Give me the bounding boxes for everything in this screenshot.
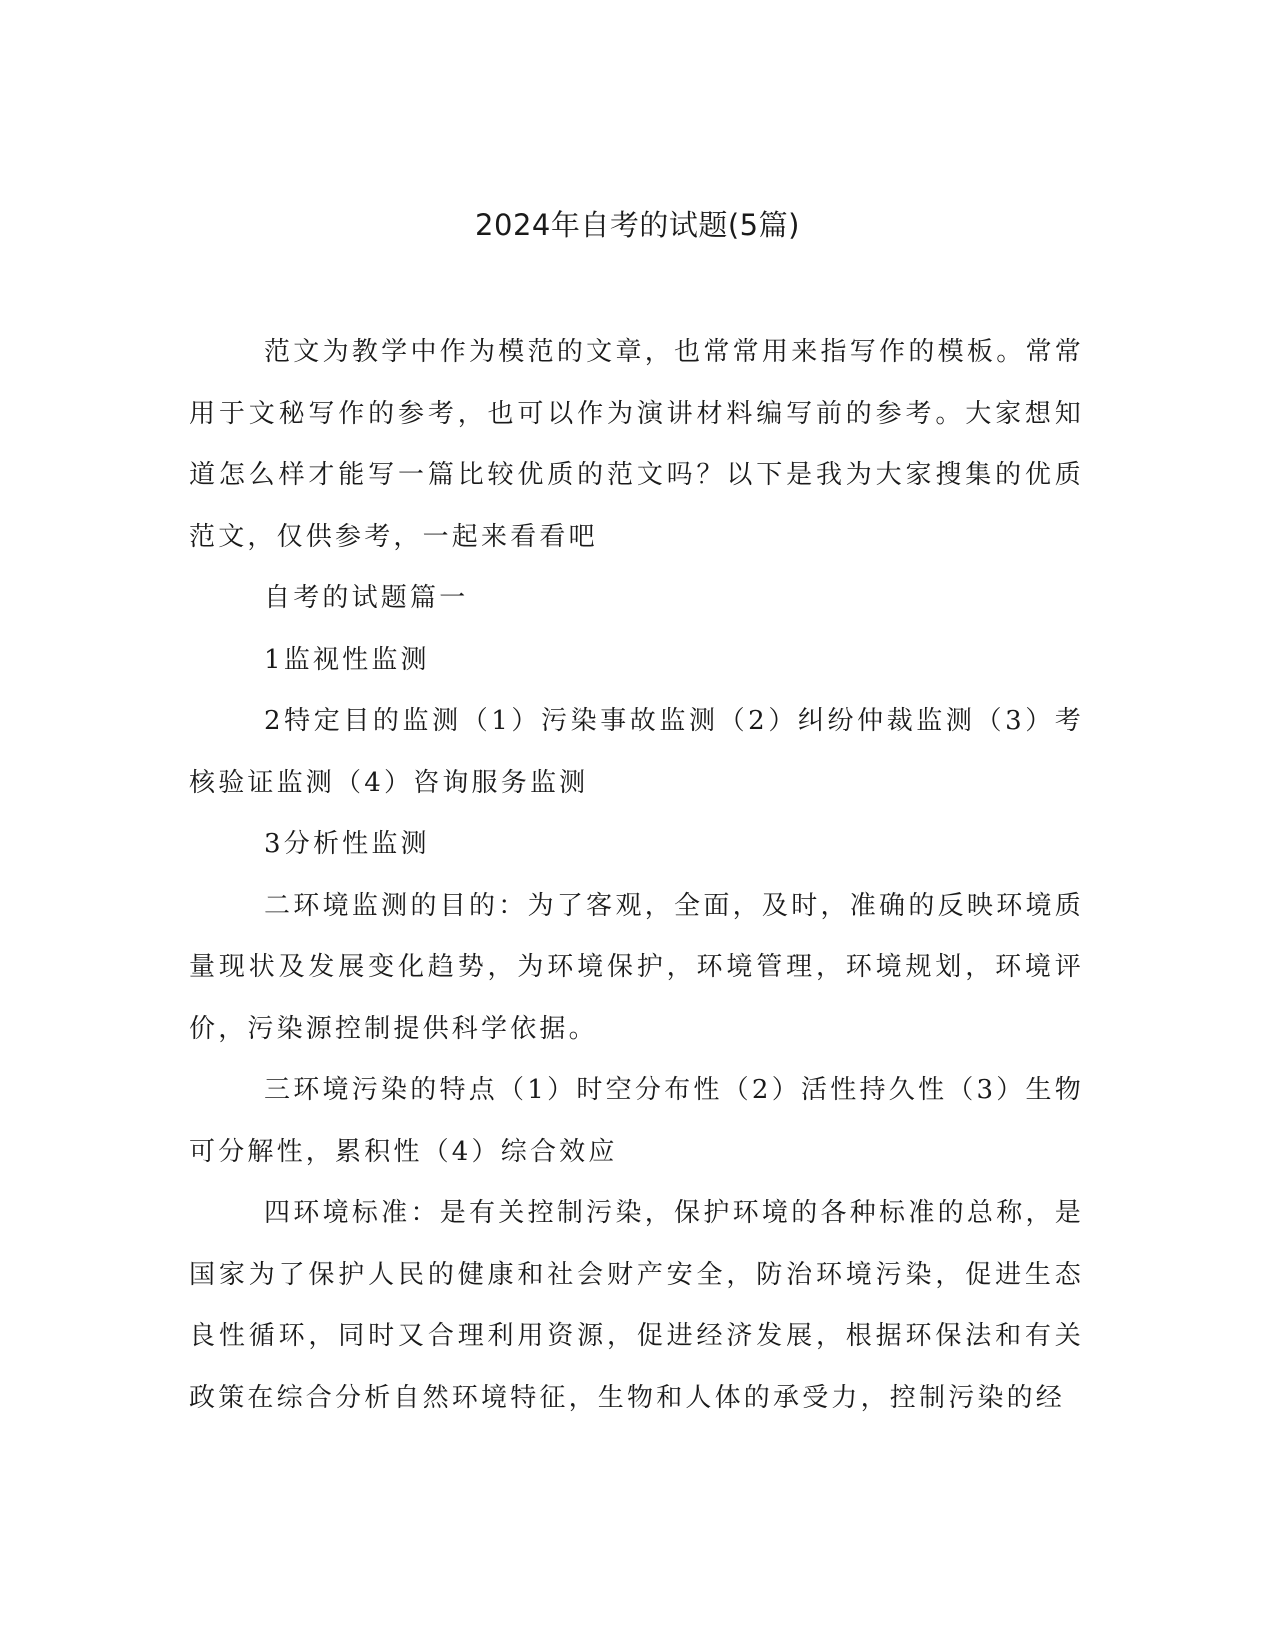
list-item: 2特定目的监测（1）污染事故监测（2）纠纷仲裁监测（3）考核验证监测（4）咨询服务监测 [189,706,1084,798]
list-item: 1监视性监测 [264,644,430,675]
list-item: 3分析性监测 [264,829,430,859]
body-paragraph: 二环境监测的目的：为了客观，全面，及时，准确的反映环境质量现状及发展变化趋势，为环境保护，环境管理，环境规划，环境评价，污染源控制提供科学依据。 [189,890,1084,1044]
document-body [189,322,1084,1429]
document-title: 2024年自考的试题(5篇) [475,208,800,242]
body-paragraph: 四环境标准：是有关控制污染，保护环境的各种标准的总称，是国家为了保护人民的健康和社会财产安全，防治环境污染，促进生态良性循环，同时又合理利用资源，促进经济发展，根据环保法和有关政策在综合分析自然环境特征，生物和人体的承受力，控制污染的经 [189,1198,1084,1413]
intro-paragraph: 范文为教学中作为模范的文章，也常常用来指写作的模板。常常用于文秘写作的参考，也可以作为演讲材料编写前的参考。大家想知道怎么样才能写一篇比较优质的范文吗？以下是我为大家搜集的优质范文，仅供参考，一起来看看吧 [189,337,1084,552]
body-paragraph: 三环境污染的特点（1）时空分布性（2）活性持久性（3）生物可分解性，累积性（4）综合效应 [189,1075,1084,1167]
section-heading: 自考的试题篇一 [264,583,469,613]
